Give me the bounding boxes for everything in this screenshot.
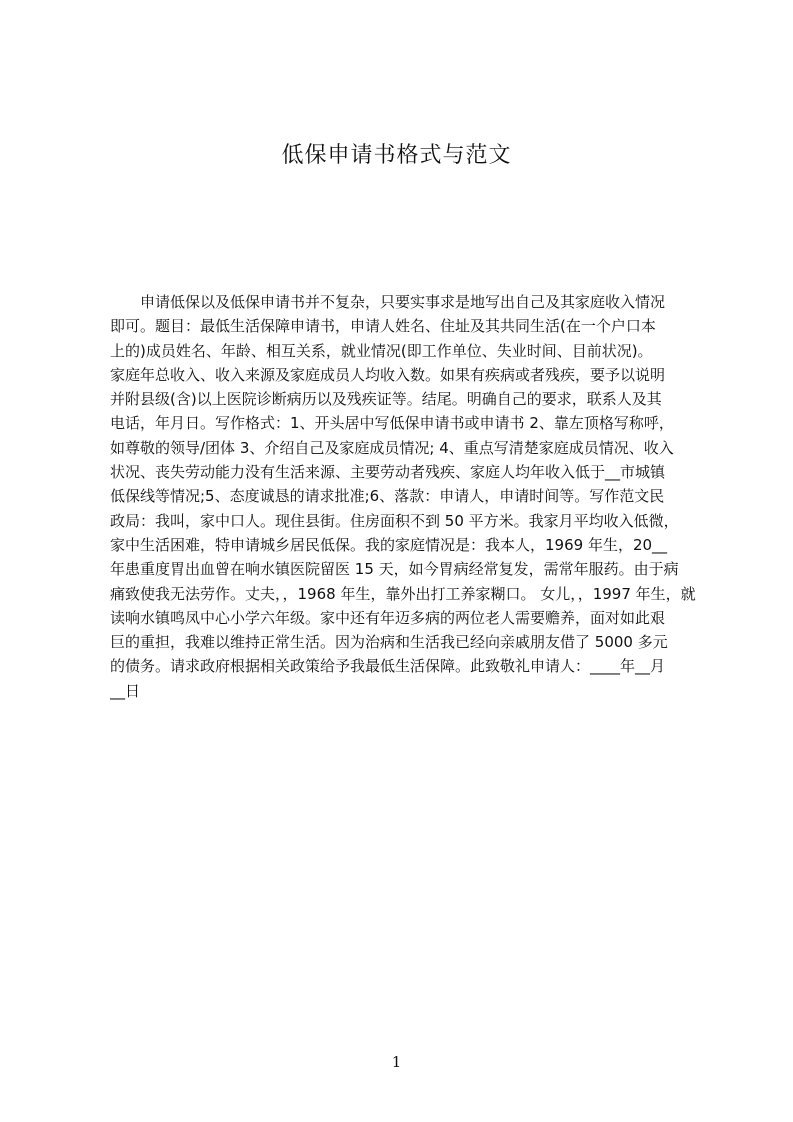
body-line: 政局：我叫，家中口人。现住县街。住房面积不到 50 平方米。我家月平均收入低微， — [110, 511, 679, 530]
body-line: 的债务。请求政府根据相关政策给予我最低生活保障。此致敬礼申请人：____年__月 — [110, 657, 666, 676]
body-line: 即可。题目：最低生活保障申请书，申请人姓名、住址及其共同生活(在一个户口本 — [110, 317, 656, 336]
body-line: 痛致使我无法劳作。丈夫，，1968 年生，靠外出打工养家糊口。 女儿，，1997 年生，就 — [110, 584, 696, 603]
body-line: 申请低保以及低保申请书并不复杂，只要实事求是地写出自己及其家庭收入情况 — [110, 293, 666, 311]
body-paragraph — [110, 290, 700, 703]
body-line: 上的)成员姓名、年龄、相互关系，就业情况(即工作单位、失业时间、目前状况)。 — [110, 341, 653, 360]
body-line: 状况、丧失劳动能力没有生活来源、主要劳动者残疾、家庭人均年收入低于__市城镇 — [110, 463, 666, 482]
body-line: 年患重度胃出血曾在响水镇医院留医 15 天，如今胃病经常复发，需常年服药。由于病 — [110, 560, 679, 579]
body-line: 巨的重担，我难以维持正常生活。因为治病和生活我已经向亲戚朋友借了 5000 多元 — [110, 633, 668, 652]
page-number: 1 — [391, 1053, 402, 1071]
body-line: 并附县级(含)以上医院诊断病历以及残疾证等。结尾。明确自己的要求，联系人及其 — [110, 390, 662, 409]
body-line: 低保线等情况;5、态度诚恳的请求批准;6、落款：申请人，申请时间等。写作范文民 — [110, 487, 665, 506]
body-line: 如尊敬的领导/团体 3、介绍自己及家庭成员情况; 4、重点写清楚家庭成员情况、收入 — [110, 438, 674, 457]
body-line: 家庭年总收入、收入来源及家庭成员人均收入数。如果有疾病或者残疾，要予以说明 — [110, 365, 666, 384]
body-line: 电话，年月日。写作格式：1、开头居中写低保申请书或申请书 2、靠左顶格写称呼， — [110, 414, 674, 433]
body-line: 读响水镇鸣凤中心小学六年级。家中还有年迈多病的两位老人需要赡养，面对如此艰 — [110, 608, 666, 627]
document-title: 低保申请书格式与范文 — [281, 143, 512, 168]
body-line: __日 — [110, 681, 141, 700]
body-line: 家中生活困难，特申请城乡居民低保。我的家庭情况是：我本人，1969 年生，20__ — [110, 535, 668, 554]
